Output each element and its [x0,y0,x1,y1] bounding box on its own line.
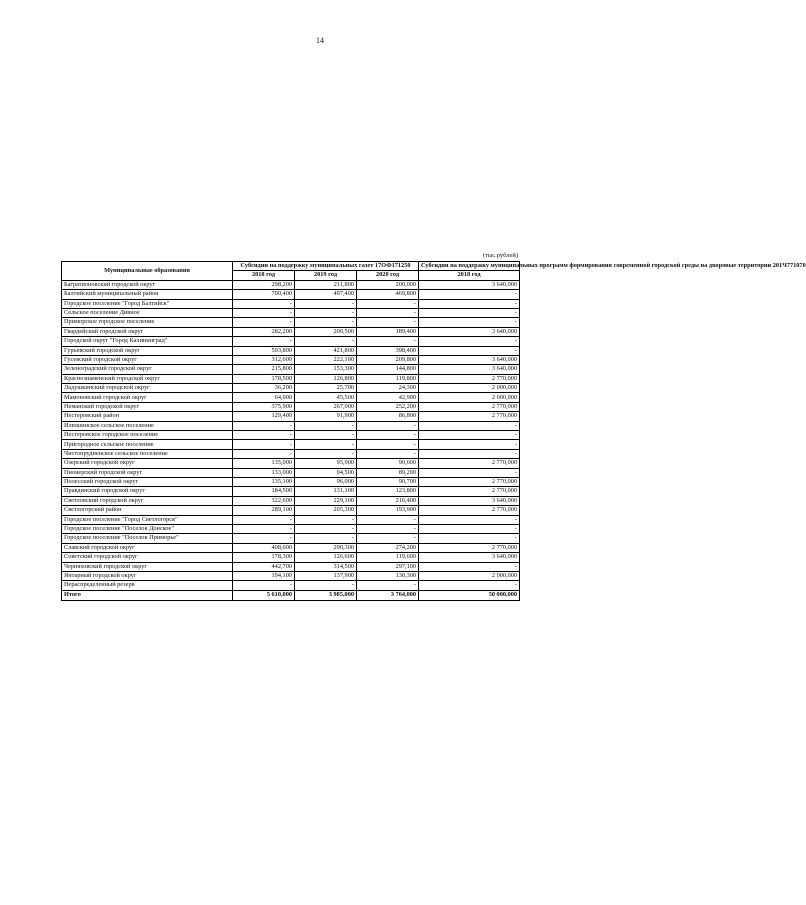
value-cell: 178,500 [233,374,295,383]
units-note: (тыс.рублей) [482,252,518,259]
value-cell: 216,400 [357,496,419,505]
value-cell: 89,200 [357,468,419,477]
municipality-name: Правдинский городской округ [62,487,233,496]
municipality-name: Советский городской округ [62,553,233,562]
table-row [62,384,520,393]
value-cell: - [419,318,520,327]
value-cell: 144,800 [357,365,419,374]
municipality-name: Нераспределенный резерв [62,581,233,590]
value-cell: - [233,515,295,524]
value-cell: 3 640,000 [419,553,520,562]
value-cell: - [295,515,357,524]
table-row [62,290,520,299]
value-cell: 267,000 [295,402,357,411]
municipality-name: Мамоновский городской округ [62,393,233,402]
value-cell: 469,800 [357,290,419,299]
value-cell: - [419,290,520,299]
value-cell: - [295,581,357,590]
total-row [62,590,520,600]
value-cell: - [233,449,295,458]
value-cell: - [357,449,419,458]
table-row [62,365,520,374]
value-cell: 90,600 [357,459,419,468]
value-cell: - [295,440,357,449]
municipality-name: Зеленоградский городской округ [62,365,233,374]
table-row [62,581,520,590]
municipality-name: Черняховский городской округ [62,562,233,571]
value-cell: - [419,346,520,355]
value-cell: 184,500 [233,487,295,496]
table-row [62,308,520,317]
value-cell: - [295,431,357,440]
value-cell: 274,200 [357,543,419,552]
value-cell: 131,100 [295,487,357,496]
value-cell: 194,100 [233,571,295,580]
table-row [62,459,520,468]
value-cell: - [357,299,419,308]
municipality-name: Городское поселение "Поселок Донское" [62,524,233,533]
value-cell: - [295,308,357,317]
value-cell: - [233,337,295,346]
value-cell: 205,300 [295,506,357,515]
value-cell: 442,700 [233,562,295,571]
value-cell: 298,200 [233,280,295,289]
value-cell: 130,300 [357,571,419,580]
value-cell: 126,800 [295,374,357,383]
table-row [62,412,520,421]
value-cell: 282,200 [233,327,295,336]
value-cell: - [357,421,419,430]
value-cell: - [295,318,357,327]
value-cell: 497,400 [295,290,357,299]
municipality-name: Славский городской округ [62,543,233,552]
value-cell: 252,200 [357,402,419,411]
table-row [62,431,520,440]
value-cell: 126,600 [295,553,357,562]
municipality-name: Светловский городской округ [62,496,233,505]
value-cell: 137,900 [295,571,357,580]
value-cell: 200,500 [295,327,357,336]
value-cell: - [419,581,520,590]
header-year: 2018 год [233,271,295,280]
value-cell: - [419,515,520,524]
value-cell: - [357,431,419,440]
value-cell: 200,000 [357,280,419,289]
municipality-name: Полесский городской округ [62,477,233,486]
value-cell: 3 640,000 [419,355,520,364]
table-row [62,402,520,411]
municipality-name: Краснознаменский городской округ [62,374,233,383]
value-cell: 2 770,000 [419,506,520,515]
value-cell: - [357,581,419,590]
value-cell: 3 640,000 [419,496,520,505]
value-cell: 90,700 [357,477,419,486]
value-cell: - [357,515,419,524]
municipality-name: Нестеровский район [62,412,233,421]
header-year: 2018 год [419,271,520,280]
municipality-name: Сельское поселение Дивное [62,308,233,317]
value-cell: - [419,299,520,308]
value-cell: - [233,431,295,440]
value-cell: - [357,440,419,449]
table-body [62,280,520,600]
table-row [62,440,520,449]
value-cell: 297,100 [357,562,419,571]
value-cell: 375,900 [233,402,295,411]
value-cell: 96,000 [295,477,357,486]
value-cell: - [295,534,357,543]
value-cell: - [295,449,357,458]
subsidies-table [61,261,806,601]
table-row [62,393,520,402]
value-cell: 50 000,000 [419,590,520,600]
value-cell: 91,900 [295,412,357,421]
value-cell: 135,000 [233,459,295,468]
table-row [62,468,520,477]
value-cell: 86,800 [357,412,419,421]
value-cell: - [295,421,357,430]
municipality-name: Гвардейский городской округ [62,327,233,336]
table-row [62,553,520,562]
value-cell: - [357,524,419,533]
value-cell: 36,200 [233,384,295,393]
value-cell: 133,000 [233,468,295,477]
value-cell: - [419,524,520,533]
value-cell: 209,800 [357,355,419,364]
value-cell: - [357,337,419,346]
value-cell: 2 770,000 [419,487,520,496]
municipality-name: Пригородное сельское поселение [62,440,233,449]
value-cell: 178,300 [233,553,295,562]
table-row [62,318,520,327]
value-cell: 2 770,000 [419,459,520,468]
value-cell: - [233,318,295,327]
municipality-name: Ладушкинский городской округ [62,384,233,393]
value-cell: 25,700 [295,384,357,393]
table-row [62,477,520,486]
municipality-name: Чистопрудненское сельское поселение [62,449,233,458]
header-year: 2019 год [295,271,357,280]
value-cell: - [419,534,520,543]
table-row [62,327,520,336]
value-cell: 3 764,000 [357,590,419,600]
header-municipality: Муниципальные образования [62,262,233,281]
value-cell: 700,400 [233,290,295,299]
table-row [62,299,520,308]
value-cell: - [295,524,357,533]
table-row [62,571,520,580]
value-cell: - [419,449,520,458]
municipality-name: Городской округ "Город Калининград" [62,337,233,346]
value-cell: 229,100 [295,496,357,505]
value-cell: 3 985,000 [295,590,357,600]
value-cell: 289,100 [233,506,295,515]
table-row [62,496,520,505]
municipality-name: Гусевский городской округ [62,355,233,364]
municipality-name: Илюшинское сельское поселение [62,421,233,430]
value-cell: - [357,534,419,543]
value-cell: 211,800 [295,280,357,289]
value-cell: 421,800 [295,346,357,355]
table-row [62,524,520,533]
value-cell: 322,600 [233,496,295,505]
value-cell: 222,100 [295,355,357,364]
value-cell: - [233,524,295,533]
table-row [62,449,520,458]
value-cell: - [233,534,295,543]
value-cell: 94,500 [295,468,357,477]
value-cell: 153,300 [295,365,357,374]
value-cell: 2 000,000 [419,384,520,393]
value-cell: 119,600 [357,553,419,562]
value-cell: 95,900 [295,459,357,468]
municipality-name: Балтийский муниципальный район [62,290,233,299]
table-row [62,374,520,383]
value-cell: 3 640,000 [419,327,520,336]
value-cell: - [419,562,520,571]
table-row [62,562,520,571]
value-cell: 119,800 [357,374,419,383]
table-row [62,543,520,552]
total-label: Итого [62,590,233,600]
value-cell: 215,800 [233,365,295,374]
table-row [62,534,520,543]
table-row [62,337,520,346]
table-row [62,487,520,496]
value-cell: - [295,299,357,308]
value-cell: 2 770,000 [419,402,520,411]
value-cell: 42,900 [357,393,419,402]
value-cell: 314,500 [295,562,357,571]
value-cell: 3 640,000 [419,280,520,289]
value-cell: 24,300 [357,384,419,393]
municipality-name: Светлогорский район [62,506,233,515]
value-cell: - [419,440,520,449]
value-cell: - [419,337,520,346]
table-row [62,280,520,289]
municipality-name: Пионерский городской округ [62,468,233,477]
value-cell: 2 000,000 [419,571,520,580]
value-cell: 5 610,000 [233,590,295,600]
municipality-name: Неманский городской округ [62,402,233,411]
municipality-name: Городское поселение "Город Светлогорск" [62,515,233,524]
municipality-name: Озерский городской округ [62,459,233,468]
value-cell: 290,300 [295,543,357,552]
table-row [62,421,520,430]
table-row [62,355,520,364]
municipality-name: Городское поселение "Город Балтийск" [62,299,233,308]
table-row [62,346,520,355]
value-cell: - [295,337,357,346]
value-cell: 193,900 [357,506,419,515]
value-cell: - [419,421,520,430]
value-cell: 129,400 [233,412,295,421]
value-cell: 123,800 [357,487,419,496]
value-cell: - [233,308,295,317]
value-cell: 189,400 [357,327,419,336]
municipality-name: Багратионовский городской округ [62,280,233,289]
value-cell: 398,400 [357,346,419,355]
value-cell: 312,600 [233,355,295,364]
municipality-name: Приморское городское поселение [62,318,233,327]
value-cell: - [233,581,295,590]
value-cell: 64,000 [233,393,295,402]
value-cell: 2 000,000 [419,393,520,402]
municipality-name: Гурьевский городской округ [62,346,233,355]
municipality-name: Городское поселение "Поселок Приморье" [62,534,233,543]
value-cell: - [357,308,419,317]
value-cell: 593,800 [233,346,295,355]
value-cell: - [419,468,520,477]
header-urban-env: Субсидии на поддержку муниципальных программ формирования современной городской среды на дворовые территории 201Ч771070 [419,262,520,271]
value-cell: 408,600 [233,543,295,552]
header-newspapers: Субсидии на поддержку муниципальных газет 17ОФ171250 [233,262,419,271]
header-year: 2020 год [357,271,419,280]
value-cell: - [233,421,295,430]
value-cell: - [357,318,419,327]
table-row [62,506,520,515]
value-cell: 135,100 [233,477,295,486]
value-cell: - [419,308,520,317]
value-cell: 2 770,000 [419,374,520,383]
value-cell: 2 770,000 [419,477,520,486]
value-cell: - [233,299,295,308]
municipality-name: Нестеровское городское поселение [62,431,233,440]
value-cell: 45,500 [295,393,357,402]
value-cell: 2 770,000 [419,543,520,552]
value-cell: - [233,440,295,449]
municipality-name: Янтарный городской округ [62,571,233,580]
value-cell: 3 640,000 [419,365,520,374]
value-cell: 2 770,000 [419,412,520,421]
table-row [62,515,520,524]
page-number: 14 [316,36,324,45]
value-cell: - [419,431,520,440]
